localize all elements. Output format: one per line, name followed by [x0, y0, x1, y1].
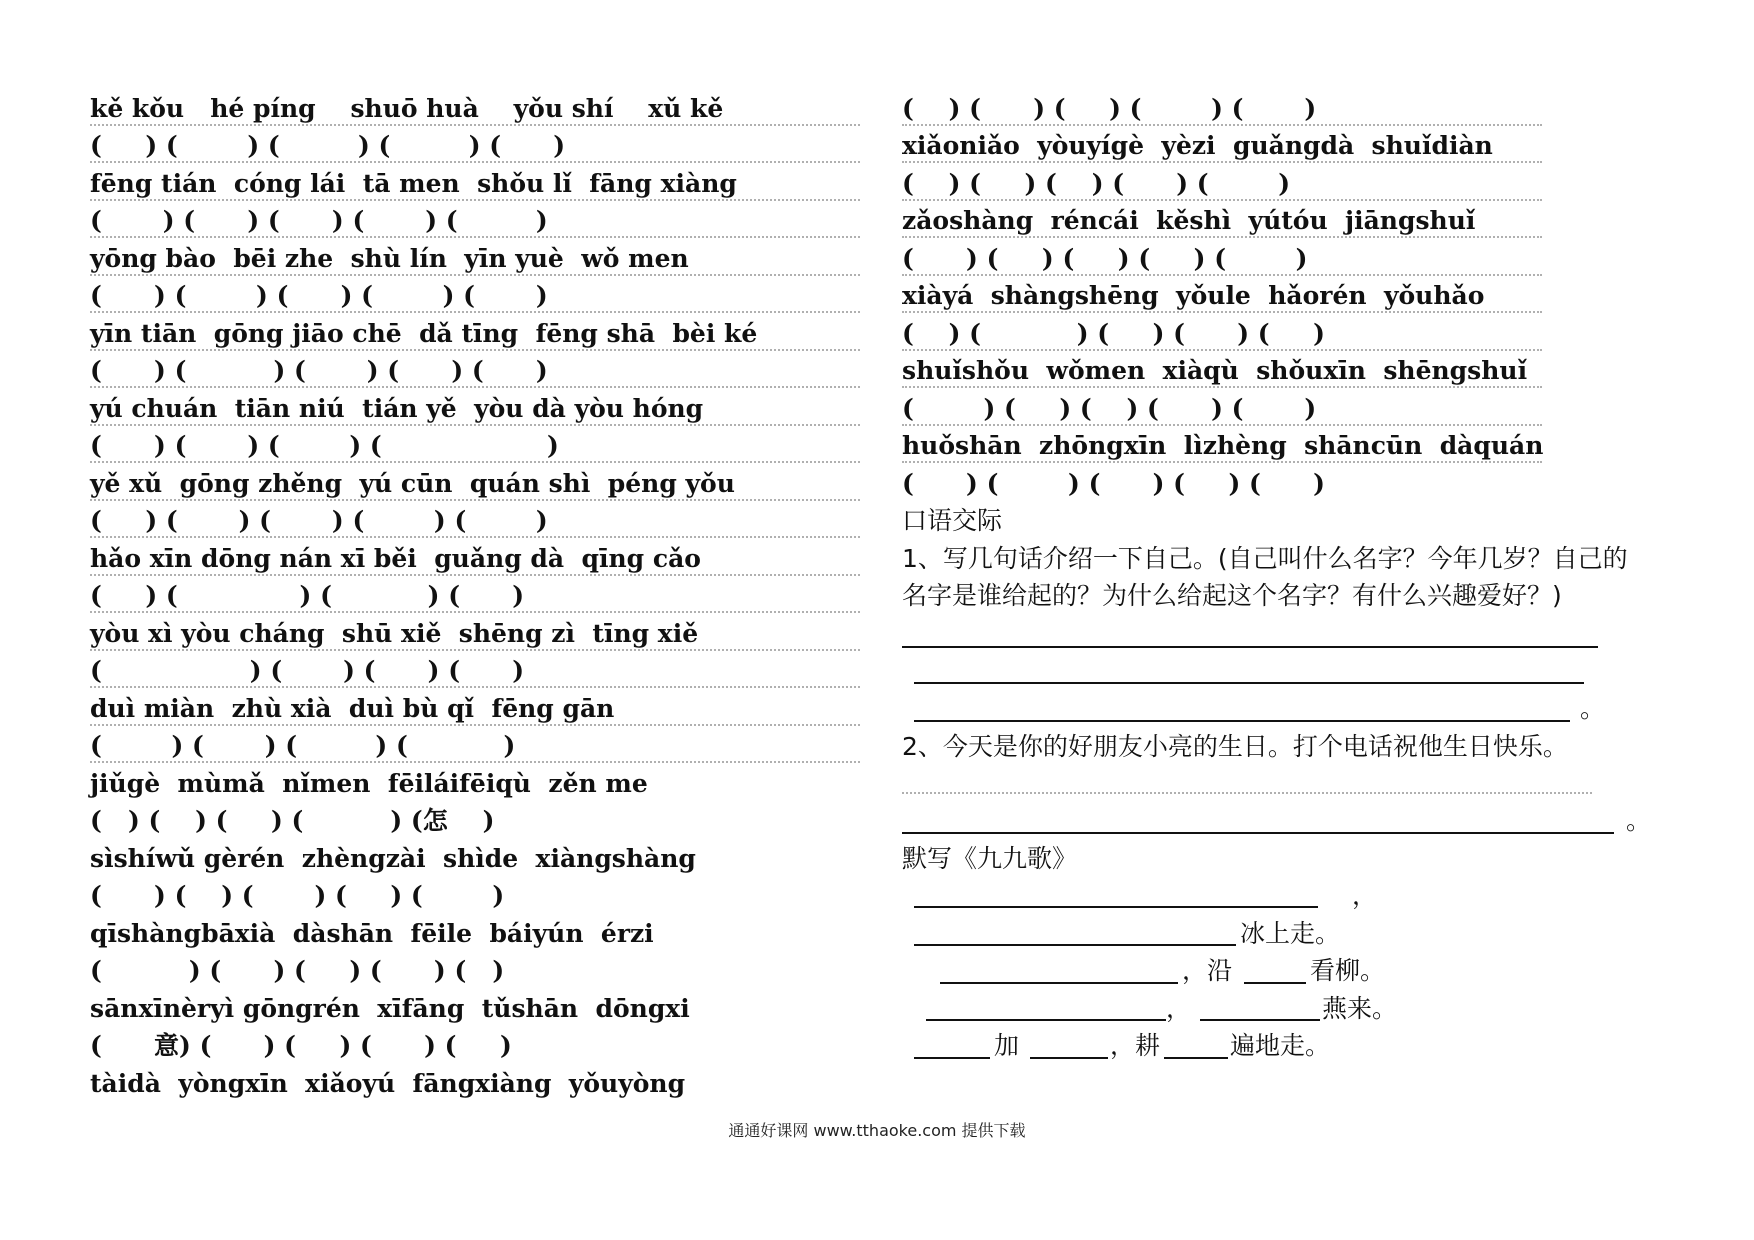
answer-brackets: ( ) ( ) ( ) ( ) ( ) [902, 169, 1291, 198]
pinyin-line: sìshíwǔ gèrén zhèngzài shìde xiàngshàng [90, 844, 696, 873]
pinyin-line: yòu xì yòu cháng shū xiě shēng zì tīng xiě [90, 619, 699, 648]
dotted-rule [902, 424, 1542, 426]
dotted-rule [90, 499, 860, 501]
period-mark: 。 [1580, 694, 1606, 723]
poem-blank[interactable] [914, 906, 1318, 908]
dotted-rule [902, 461, 1542, 463]
poem-text: ， [1166, 994, 1192, 1023]
question-2: 2、今天是你的好朋友小亮的生日。打个电话祝他生日快乐。 [902, 732, 1568, 761]
answer-brackets: ( ) ( ) ( ) ( ) ( ) [902, 94, 1317, 123]
pinyin-line: fēng tián cóng lái tā men shǒu lǐ fāng xiàng [90, 169, 737, 198]
question-1-line-1: 1、写几句话介绍一下自己。(自己叫什么名字？今年几岁？自己的 [902, 544, 1628, 573]
poem-text: ，沿 [1182, 956, 1233, 985]
pinyin-line: tàidà yòngxīn xiǎoyú fāngxiàng yǒuyòng [90, 1069, 686, 1098]
poem-text: ，耕 [1110, 1031, 1161, 1060]
dotted-rule [90, 686, 860, 688]
dotted-rule [902, 199, 1542, 201]
answer-line[interactable] [914, 720, 1570, 722]
poem-text: 遍地走。 [1230, 1031, 1331, 1060]
dotted-rule [902, 124, 1542, 126]
answer-brackets: ( ) ( ) ( ) ( ) ( ) [902, 394, 1317, 423]
dotted-rule [90, 761, 860, 763]
dotted-rule [90, 461, 860, 463]
pinyin-line: kě kǒu hé píng shuō huà yǒu shí xǔ kě [90, 94, 724, 123]
pinyin-line: yě xǔ gōng zhěng yú cūn quán shì péng yǒu [90, 469, 735, 498]
pinyin-line: yōng bào bēi zhe shù lín yīn yuè wǒ men [90, 244, 689, 273]
section-heading-poem: 默写《九九歌》 [902, 844, 1078, 873]
pinyin-line: huǒshān zhōngxīn lìzhèng shāncūn dàquán [902, 431, 1544, 460]
question-1-line-2: 名字是谁给起的？为什么给起这个名字？有什么兴趣爱好？) [902, 581, 1562, 610]
poem-text: 看柳。 [1310, 956, 1386, 985]
pinyin-line: xiǎoniǎo yòuyígè yèzi guǎngdà shuǐdiàn [902, 131, 1493, 160]
pinyin-line: shuǐshǒu wǒmen xiàqù shǒuxīn shēngshuǐ [902, 356, 1528, 385]
dotted-rule [90, 124, 860, 126]
pinyin-line: xiàyá shàngshēng yǒule hǎorén yǒuhǎo [902, 281, 1485, 310]
dotted-rule [90, 424, 860, 426]
dotted-rule [902, 311, 1542, 313]
poem-punctuation: ， [1352, 881, 1378, 910]
answer-line[interactable] [914, 682, 1584, 684]
answer-brackets: ( ) ( ) ( ) ( ) ( ) [90, 356, 548, 385]
answer-brackets: ( ) ( ) ( ) ( ) (怎 ) [90, 806, 495, 835]
answer-line[interactable] [902, 832, 1614, 834]
answer-line[interactable] [902, 646, 1598, 648]
dotted-rule [90, 649, 860, 651]
poem-blank[interactable] [914, 944, 1236, 946]
dotted-rule [90, 536, 860, 538]
answer-brackets: ( ) ( ) ( ) ( ) [90, 581, 525, 610]
dotted-rule [902, 349, 1542, 351]
dotted-rule [902, 236, 1542, 238]
poem-text: 冰上走。 [1240, 919, 1341, 948]
pinyin-line: yīn tiān gōng jiāo chē dǎ tīng fēng shā bèi ké [90, 319, 758, 348]
poem-blank[interactable] [1244, 982, 1306, 984]
poem-blank[interactable] [1200, 1019, 1320, 1021]
answer-brackets: ( ) ( ) ( ) ( ) ( ) [90, 506, 548, 535]
pinyin-line: qīshàngbāxià dàshān fēile báiyún érzi [90, 919, 654, 948]
poem-blank[interactable] [914, 1057, 990, 1059]
poem-text: 燕来。 [1322, 994, 1398, 1023]
pinyin-line: duì miàn zhù xià duì bù qǐ fēng gān [90, 694, 615, 723]
dotted-rule [902, 161, 1542, 163]
dotted-rule [90, 311, 860, 313]
answer-brackets: ( ) ( ) ( ) ( ) ( ) [902, 469, 1325, 498]
answer-brackets: ( ) ( ) ( ) ( ) [90, 656, 525, 685]
pinyin-line: yú chuán tiān niú tián yě yòu dà yòu hóng [90, 394, 704, 423]
pinyin-line: zǎoshàng réncái kěshì yútóu jiāngshuǐ [902, 206, 1476, 235]
answer-brackets: ( ) ( ) ( ) ( ) ( ) [90, 956, 505, 985]
poem-blank[interactable] [1164, 1057, 1228, 1059]
dotted-rule [90, 274, 860, 276]
answer-brackets: ( ) ( ) ( ) ( ) [90, 731, 516, 760]
answer-brackets: ( ) ( ) ( ) ( ) [90, 431, 559, 460]
poem-blank[interactable] [1030, 1057, 1108, 1059]
poem-blank[interactable] [940, 982, 1178, 984]
answer-brackets: ( 意) ( ) ( ) ( ) ( ) [90, 1031, 512, 1060]
answer-brackets: ( ) ( ) ( ) ( ) ( ) [90, 881, 505, 910]
dotted-rule [902, 386, 1542, 388]
answer-brackets: ( ) ( ) ( ) ( ) ( ) [902, 244, 1308, 273]
dotted-rule [902, 274, 1542, 276]
poem-blank[interactable] [926, 1019, 1166, 1021]
pinyin-line: sānxīnèryì gōngrén xīfāng tǔshān dōngxi [90, 994, 690, 1023]
pinyin-line: jiǔgè mùmǎ nǐmen fēiláifēiqù zěn me [90, 769, 648, 798]
answer-brackets: ( ) ( ) ( ) ( ) ( ) [902, 319, 1325, 348]
dotted-rule [90, 349, 860, 351]
answer-line[interactable] [902, 792, 1592, 794]
dotted-rule [90, 386, 860, 388]
dotted-rule [90, 724, 860, 726]
dotted-rule [90, 199, 860, 201]
footer-source: 通通好课网 www.tthaoke.com 提供下载 [728, 1121, 1026, 1140]
dotted-rule [90, 611, 860, 613]
poem-text: 加 [994, 1031, 1020, 1060]
dotted-rule [90, 574, 860, 576]
section-heading-oral: 口语交际 [902, 506, 1003, 535]
dotted-rule [90, 161, 860, 163]
answer-brackets: ( ) ( ) ( ) ( ) ( ) [90, 206, 548, 235]
answer-brackets: ( ) ( ) ( ) ( ) ( ) [90, 131, 566, 160]
pinyin-line: hǎo xīn dōng nán xī běi guǎng dà qīng cǎo [90, 544, 701, 573]
answer-brackets: ( ) ( ) ( ) ( ) ( ) [90, 281, 548, 310]
dotted-rule [90, 236, 860, 238]
period-mark: 。 [1626, 806, 1652, 835]
